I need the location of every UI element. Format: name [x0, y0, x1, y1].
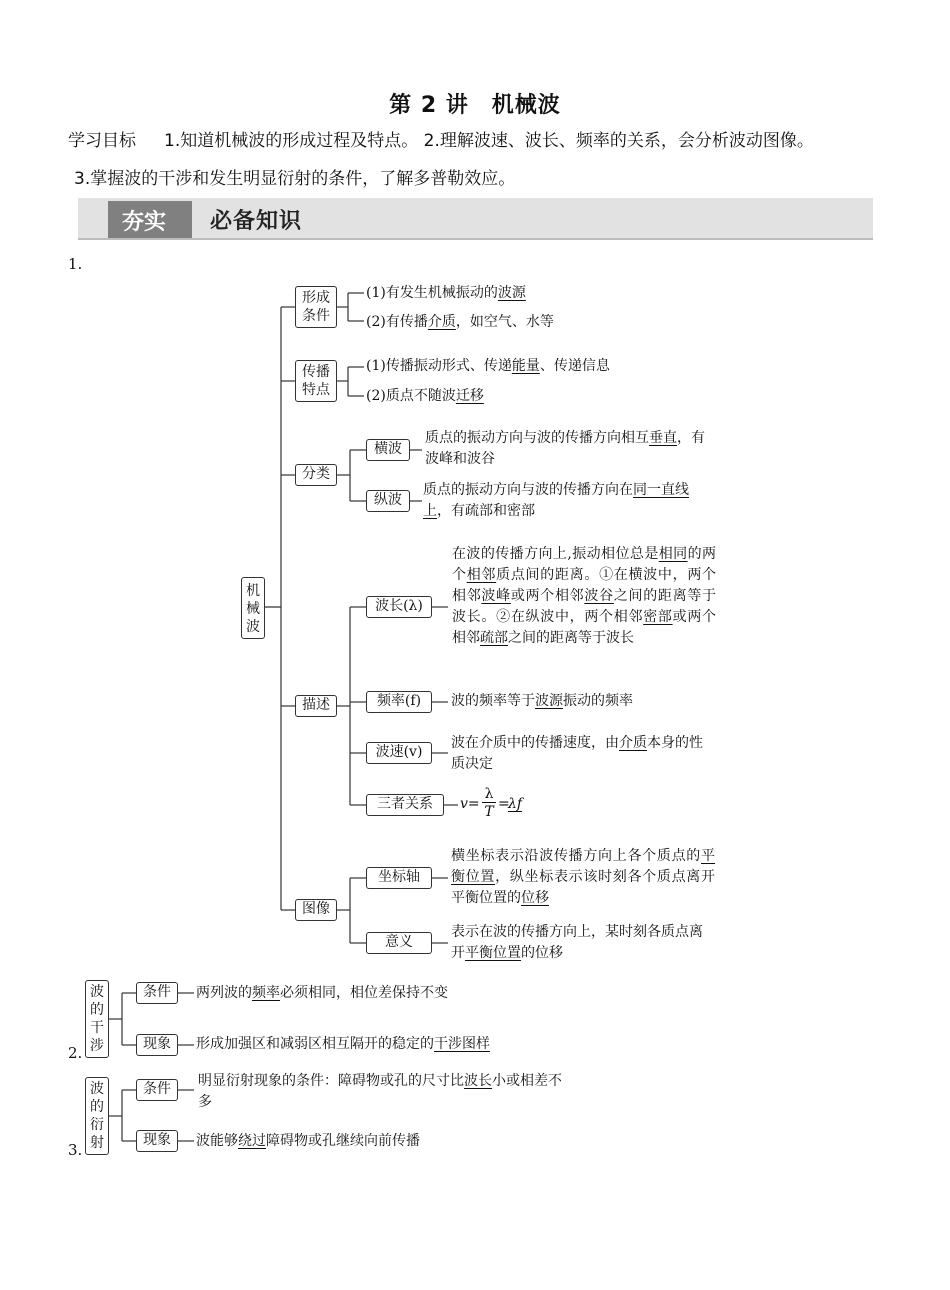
- root-node-diffraction: 波的衍射: [85, 1077, 109, 1155]
- node-transverse-wave: 横波: [366, 439, 410, 461]
- node-diffraction-phenomenon: 现象: [136, 1130, 178, 1152]
- formula-denominator: T: [484, 804, 494, 820]
- interference-phenomenon-desc: 形成加强区和减弱区相互隔开的稳定的干涉图样: [196, 1036, 490, 1052]
- formula-equals: =: [498, 796, 510, 812]
- features-item-1: (1)传播振动形式、传递能量、传递信息: [366, 358, 610, 374]
- axes-desc: 横坐标表示沿波传播方向上各个质点的平衡位置，纵坐标表示该时刻各个质点离开平衡位置的位移: [451, 848, 716, 906]
- wave-speed-desc: 波在介质中的传播速度，由介质本身的性质决定: [451, 735, 703, 772]
- section-2-number: 2.: [68, 1044, 83, 1062]
- wavelength-desc: 在波的传播方向上,振动相位总是相同的两个相邻质点间的距离。①在横波中，两个相邻波峰或两个相邻波谷之间的距离等于波长。②在纵波中，两个相邻密部或两个相邻疏部之间的距离等于波长: [452, 546, 717, 646]
- goals-line-2: 3.掌握波的干涉和发生明显衍射的条件，了解多普勒效应。: [74, 169, 516, 189]
- formation-item-2: (2)有传播介质，如空气、水等: [366, 314, 554, 330]
- goals-line-1: 1.知道机械波的形成过程及特点。 2.理解波速、波长、频率的关系，会分析波动图像。: [164, 131, 814, 151]
- node-axes: 坐标轴: [366, 867, 432, 889]
- page-title: 第 2 讲 机械波: [389, 93, 561, 118]
- node-wave-speed: 波速(v): [366, 742, 432, 764]
- diffraction-phenomenon-desc: 波能够绕过障碍物或孔继续向前传播: [196, 1133, 420, 1149]
- node-classification: 分类: [295, 464, 337, 486]
- node-propagation-features: 传播特点: [295, 360, 337, 402]
- banner-tag: 夯实: [122, 210, 167, 235]
- features-item-2: (2)质点不随波迁移: [366, 388, 484, 404]
- banner-title: 必备知识: [210, 209, 303, 234]
- node-wavelength: 波长(λ): [366, 596, 432, 618]
- formula-v: v=: [460, 796, 480, 812]
- interference-condition-desc: 两列波的频率必须相同，相位差保持不变: [196, 985, 448, 1001]
- formula-numerator: λ: [482, 786, 496, 803]
- root-node-mechanical-wave: 机械波: [241, 577, 265, 639]
- frequency-desc: 波的频率等于波源振动的频率: [451, 693, 633, 709]
- node-interference-condition: 条件: [136, 982, 178, 1004]
- node-formation-conditions: 形成条件: [295, 286, 337, 328]
- section-3-number: 3.: [68, 1141, 83, 1159]
- formation-item-1: (1)有发生机械振动的波源: [366, 285, 526, 301]
- node-relationship: 三者关系: [366, 794, 444, 816]
- node-description: 描述: [295, 695, 337, 717]
- section-1-number: 1.: [68, 255, 83, 273]
- formula-lambda-f: λf: [508, 796, 523, 812]
- node-graph: 图像: [295, 899, 337, 921]
- goals-label: 学习目标: [68, 131, 136, 151]
- root-node-interference: 波的干涉: [85, 980, 109, 1058]
- node-longitudinal-wave: 纵波: [366, 490, 410, 512]
- transverse-wave-desc: 质点的振动方向与波的传播方向相互垂直，有波峰和波谷: [425, 430, 705, 467]
- diffraction-condition-desc: 明显衍射现象的条件：障碍物或孔的尺寸比波长小或相差不多: [198, 1073, 562, 1110]
- meaning-desc: 表示在波的传播方向上，某时刻各质点离开平衡位置的位移: [451, 924, 703, 961]
- node-meaning: 意义: [366, 932, 432, 954]
- node-frequency: 频率(f): [366, 691, 432, 713]
- node-diffraction-condition: 条件: [136, 1079, 178, 1101]
- node-interference-phenomenon: 现象: [136, 1034, 178, 1056]
- longitudinal-wave-desc: 质点的振动方向与波的传播方向在同一直线上，有疏部和密部: [423, 482, 689, 519]
